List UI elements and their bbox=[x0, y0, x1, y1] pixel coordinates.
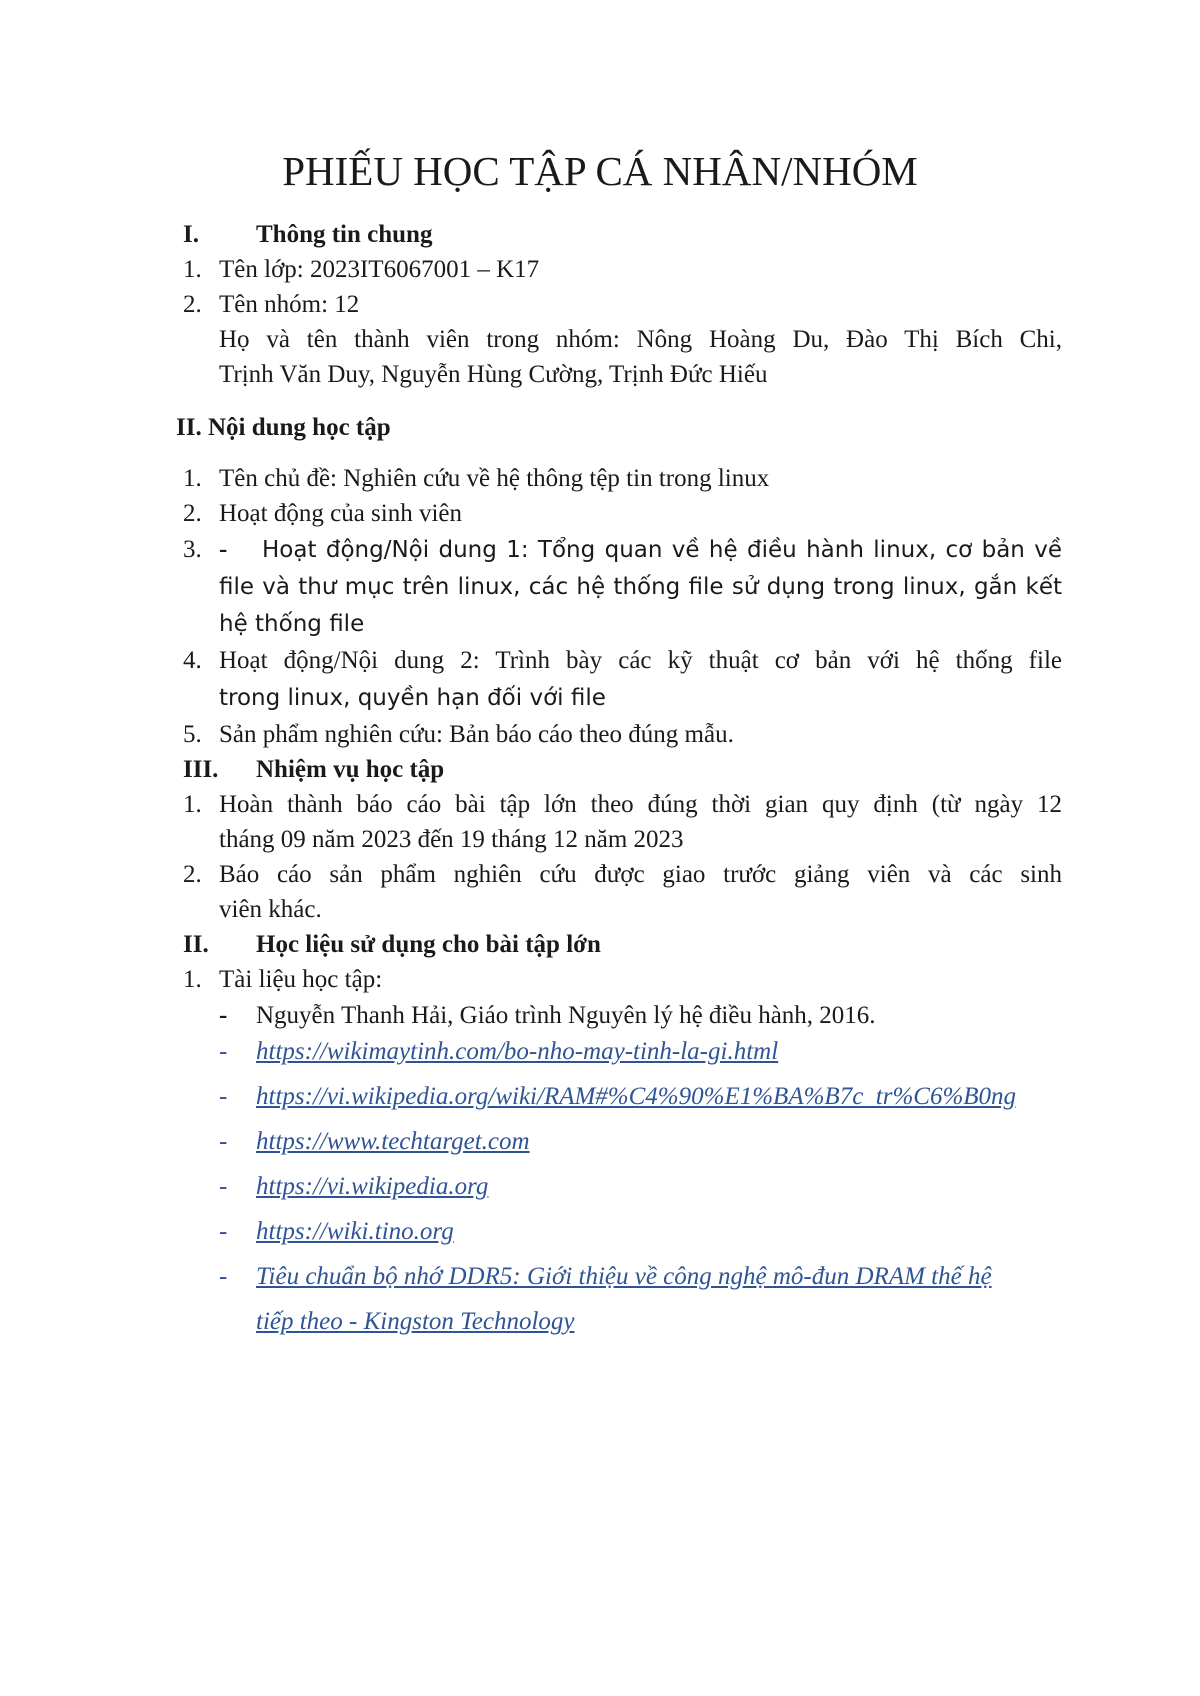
section-4-title: Học liệu sử dụng cho bài tập lớn bbox=[256, 931, 601, 958]
class-name-text: Tên lớp: 2023IT6067001 – K17 bbox=[219, 256, 540, 283]
members-text-line-1: Họ và tên thành viên trong nhóm: Nông Hoàng Du, Đào Thị Bích Chi, bbox=[219, 326, 1062, 353]
list-number: 1. bbox=[183, 465, 202, 492]
reference-link-kingston-line-2[interactable]: tiếp theo - Kingston Technology bbox=[256, 1308, 575, 1335]
reference-link-techtarget[interactable]: https://www.techtarget.com bbox=[256, 1128, 530, 1155]
task-1-line-1: Hoàn thành báo cáo bài tập lớn theo đúng thời gian quy định (từ ngày 12 bbox=[219, 791, 1062, 818]
activity-text: Hoạt động của sinh viên bbox=[219, 500, 463, 527]
list-dash: - bbox=[219, 536, 228, 563]
task-1-line-2: tháng 09 năm 2023 đến 19 tháng 12 năm 2023 bbox=[219, 826, 684, 853]
list-dash: - bbox=[219, 1002, 228, 1029]
list-number: 1. bbox=[183, 256, 202, 283]
reference-link-wikimaytinh[interactable]: https://wikimaytinh.com/bo-nho-may-tinh-la-gi.html bbox=[256, 1038, 779, 1065]
activity-2-line-1 bbox=[219, 644, 1062, 678]
page-title: PHIẾU HỌC TẬP CÁ NHÂN/NHÓM bbox=[282, 148, 918, 194]
list-dash: - bbox=[219, 1038, 228, 1065]
product-text: Sản phẩm nghiên cứu: Bản báo cáo theo đúng mẫu. bbox=[219, 721, 734, 748]
section-1-number: I. bbox=[183, 221, 199, 248]
topic-text: Tên chủ đề: Nghiên cứu về hệ thông tệp tin trong linux bbox=[219, 465, 770, 492]
list-dash: - bbox=[219, 1218, 228, 1245]
reference-text: Nguyễn Thanh Hải, Giáo trình Nguyên lý hệ điều hành, 2016. bbox=[256, 1002, 876, 1029]
reference-link-wikipedia[interactable]: https://vi.wikipedia.org bbox=[256, 1173, 489, 1200]
reference-link-tino[interactable]: https://wiki.tino.org bbox=[256, 1218, 454, 1245]
section-3-title: Nhiệm vụ học tập bbox=[256, 756, 445, 783]
section-2-title: Nội dung học tập bbox=[207, 414, 391, 441]
list-number: 2. bbox=[183, 861, 202, 888]
section-1-title: Thông tin chung bbox=[256, 221, 433, 248]
list-number: 1. bbox=[183, 966, 202, 993]
reference-link-kingston-line-1[interactable]: Tiêu chuẩn bộ nhớ DDR5: Giới thiệu về công nghệ mô-đun DRAM thế hệ bbox=[256, 1263, 992, 1290]
list-dash: - bbox=[219, 1263, 228, 1290]
section-2-number: II. bbox=[176, 414, 202, 441]
section-3-number: III. bbox=[183, 756, 219, 783]
list-number: 1. bbox=[183, 791, 202, 818]
list-number: 2. bbox=[183, 500, 202, 527]
list-dash: - bbox=[219, 1173, 228, 1200]
section-2-heading bbox=[176, 411, 391, 445]
materials-label: Tài liệu học tập: bbox=[219, 966, 383, 993]
list-dash: - bbox=[219, 1128, 228, 1155]
list-dash: - bbox=[219, 1083, 228, 1110]
task-2-line-1: Báo cáo sản phẩm nghiên cứu được giao trước giảng viên và các sinh bbox=[219, 861, 1062, 888]
list-number: 4. bbox=[183, 647, 202, 674]
activity-2-line-2: trong linux, quyền hạn đối với file bbox=[219, 685, 606, 711]
list-number: 5. bbox=[183, 721, 202, 748]
reference-link-wikipedia-ram[interactable]: https://vi.wikipedia.org/wiki/RAM#%C4%90%E1%BA%B7c_tr%C6%B0ng bbox=[256, 1083, 1017, 1110]
activity-1-line-3: hệ thống file bbox=[219, 611, 365, 637]
task-2-line-2: viên khác. bbox=[219, 896, 322, 923]
activity-2-line-1-text: Hoạt động/Nội dung 2: Trình bày các kỹ thuật cơ bản với hệ thống file bbox=[219, 647, 1062, 674]
members-text-line-2: Trịnh Văn Duy, Nguyễn Hùng Cường, Trịnh Đức Hiếu bbox=[219, 361, 768, 388]
list-number: 2. bbox=[183, 291, 202, 318]
section-4-number: II. bbox=[183, 931, 209, 958]
activity-1-line-2: file và thư mục trên linux, các hệ thống file sử dụng trong linux, gắn kết bbox=[219, 574, 1062, 600]
group-name-text: Tên nhóm: 12 bbox=[219, 291, 360, 318]
activity-1-line-1: Hoạt động/Nội dung 1: Tổng quan về hệ điều hành linux, cơ bản về bbox=[262, 537, 1062, 563]
list-number: 3. bbox=[183, 536, 202, 563]
